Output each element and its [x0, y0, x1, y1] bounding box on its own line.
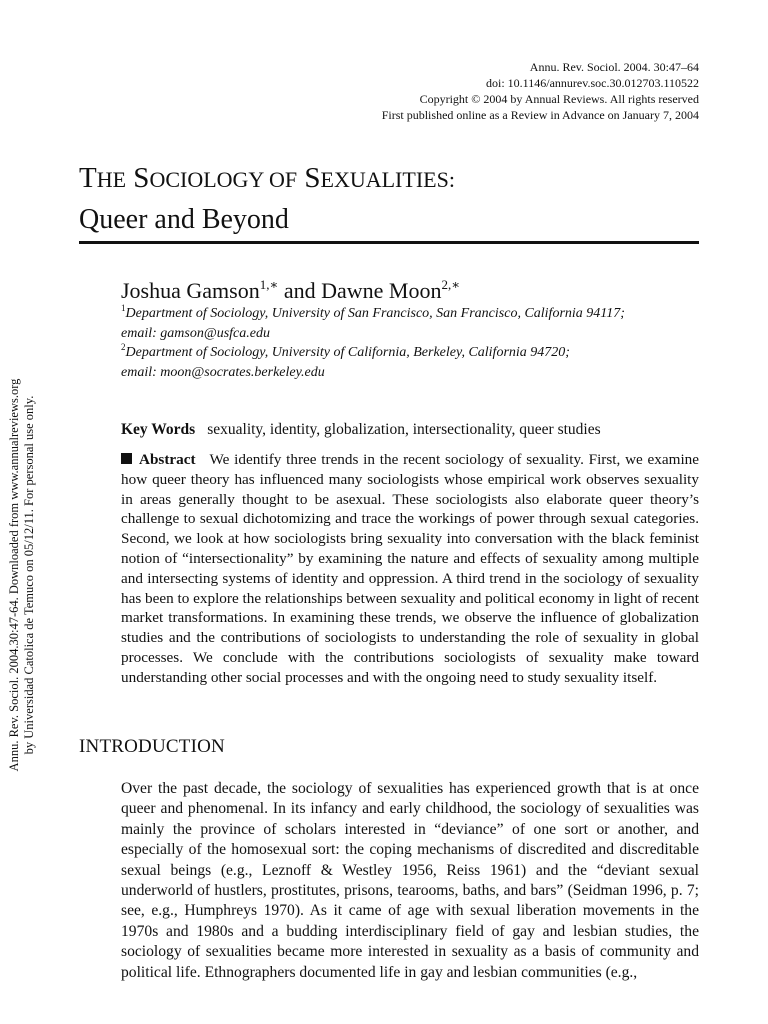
square-bullet-icon	[121, 453, 132, 464]
affiliation-dept	[121, 343, 625, 363]
copyright: Copyright © 2004 by Annual Reviews. All rights reserved	[419, 92, 699, 106]
title-rule	[79, 241, 699, 244]
abstract-text: We identify three trends in the recent sociology of sexuality. First, we examine how queer theory has influenced many sociologists whose empirical work observes sexuality in areas generally thought to be asexual. These sociologists also elaborate queer theory’s challenge to sexual dichotomizing and trace the workings of power through sexual categories. Second, we look at how sociologists bring sexuality into conversation with the black feminist notion of “intersectionality” by examining the nature and effects of sexuality among multiple and intersecting systems of identity and oppression. A third trend in the sociology of sexuality has been to explore the relationships between sexuality and political economy in light of recent market transformations. In examining these trends, we observe the influence of globalization studies and the contributions of sociologists to understanding the role of sexuality in global processes. We conclude with the contributions sociologists of sexuality make toward understanding other social processes and with the ongoing need to study sexuality itself.	[121, 451, 699, 686]
journal-meta	[382, 59, 699, 123]
title-initial: T	[79, 162, 97, 194]
author-affil-marker: 2,∗	[441, 277, 461, 292]
doi: doi: 10.1146/annurev.soc.30.012703.110522	[486, 76, 699, 90]
author-line	[121, 277, 460, 305]
citation: Annu. Rev. Sociol. 2004. 30:47–64	[529, 60, 699, 74]
article-title	[79, 160, 455, 198]
affil-text: Department of Sociology, University of California, Berkeley, California 94720;	[125, 345, 570, 360]
title-initial: S	[304, 162, 321, 194]
download-notice	[0, 0, 50, 1024]
affil-number: 1	[121, 303, 126, 313]
download-notice-text	[7, 315, 37, 835]
author-conjunction: and	[278, 278, 322, 303]
abstract	[121, 450, 699, 688]
keywords	[121, 420, 601, 440]
author-affil-marker: 1,∗	[259, 277, 279, 292]
title-initial: S	[133, 162, 150, 194]
published-date: First published online as a Review in Advance on January 7, 2004	[381, 108, 699, 122]
affiliation-email: email: moon@socrates.berkeley.edu	[121, 364, 325, 380]
title-part: OCIOLOGY OF	[149, 167, 298, 192]
affil-number: 2	[121, 342, 126, 352]
download-notice-line2: by Universidad Catolica de Temuco on 05/12/11. For personal use only.	[22, 395, 36, 755]
affiliation-email: email: gamson@usfca.edu	[121, 325, 270, 341]
affil-text: Department of Sociology, University of San Francisco, San Francisco, California 94117;	[125, 306, 625, 321]
section-heading: INTRODUCTION	[79, 736, 225, 757]
intro-paragraph: Over the past decade, the sociology of sexualities has experienced growth that is at once queer and phenomenal. In its infancy and early childhood, the sociology of sexualities was mainly the province of scholars interested in “deviance” of one sort or another, and especially of the homosexual sort: the coping mechanisms of discredited and discreditable sexual beings (e.g., Leznoff & Westley 1956, Reiss 1961) and the “deviant sexual underworld of hustlers, prostitutes, prisons, tearooms, baths, and bars” (Seidman 1996, p. 7; see, e.g., Humphreys 1970). As it came of age with sexual liberation movements in the 1970s and 1980s and a budding interdisciplinary field of gay and lesbian studies, the sociology of sexualities became more interested in sexuality as a basis of community and political life. Ethnographers documented life in gay and lesbian communities (e.g.,	[121, 780, 699, 981]
author-name: Joshua Gamson	[121, 278, 260, 303]
author-name: Dawne Moon	[321, 278, 442, 303]
keywords-label: Key Words	[121, 421, 196, 438]
title-part: EXUALITIES:	[320, 167, 455, 192]
keywords-terms: sexuality, identity, globalization, intersectionality, queer studies	[207, 421, 601, 438]
abstract-label: Abstract	[139, 451, 196, 468]
affiliations	[121, 304, 625, 382]
title-part: HE	[96, 167, 127, 192]
affiliation-dept	[121, 304, 625, 324]
article-subtitle: Queer and Beyond	[79, 204, 289, 235]
download-notice-line1: Annu. Rev. Sociol. 2004.30:47-64. Downloaded from www.annualreviews.org	[7, 378, 21, 772]
